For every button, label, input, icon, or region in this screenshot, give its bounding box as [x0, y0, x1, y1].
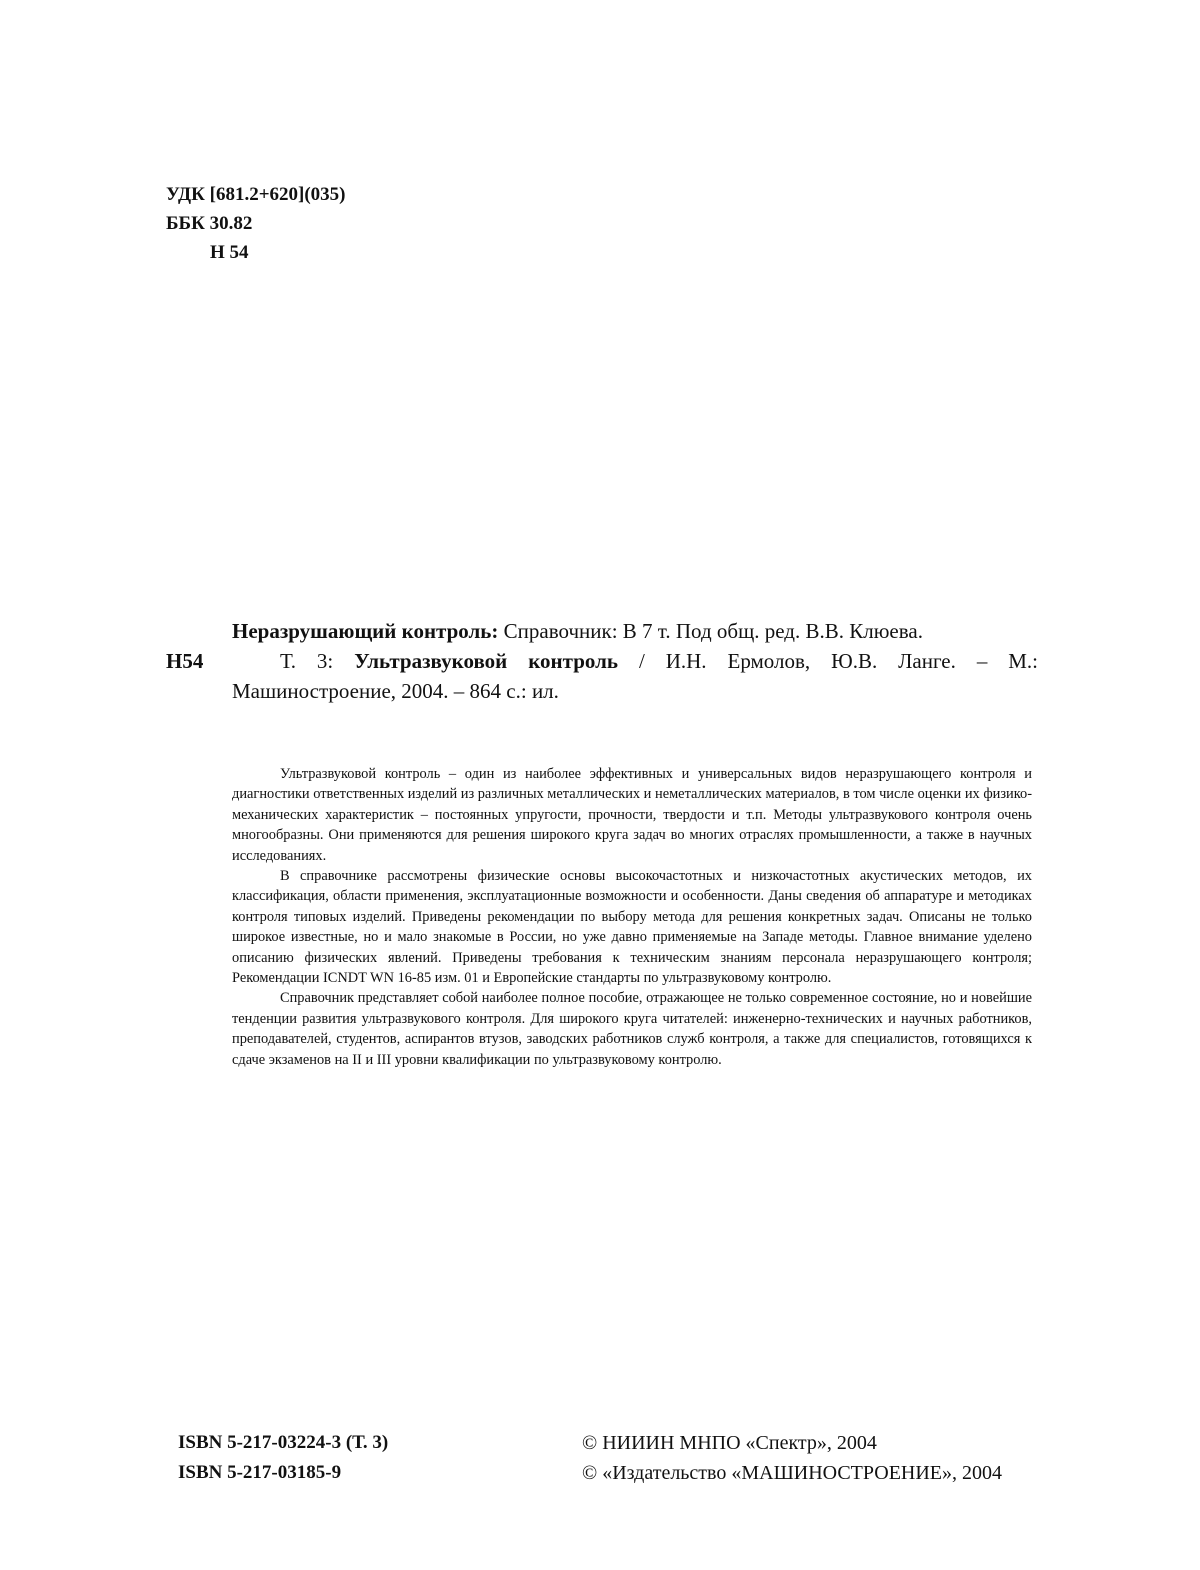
biblio-volume-title: Ультразвуковой контроль: [354, 649, 618, 673]
abstract-paragraph: Справочник представляет собой наиболее полное пособие, отражающее не только современное состояние, но и новейшие тенденции развития ультразвукового контроля. Для широкого круга читателей: инженерно-технических и научных работников, преподавателей, студентов, аспирантов втузов, заводских работников служб контроля, а также для специалистов, готовящихся к сдаче экзаменов на II и III уровни квалификации по ультразвуковому контролю.: [232, 990, 1032, 1068]
bbk-code: ББК 30.82: [166, 213, 253, 234]
copyright-line: © НИИИН МНПО «Спектр», 2004: [582, 1432, 877, 1454]
udk-code: УДК [681.2+620](035): [166, 184, 346, 205]
abstract-paragraph: В справочнике рассмотрены физические основы высокочастотных и низкочастотных акустических методов, их классификация, области применения, эксплуатационные возможности и особенности. Даны сведения об аппаратуре и методиках контроля типовых изделий. Приведены рекомендации по выбору метода для решения конкретных задач. Описаны не только широкое известные, но и мало знакомые в России, но уже давно применяемые на Западе методы. Главное внимание уделено описанию физических явлений. Приведены требования к техническим знаниям персонала неразрушающего контроля; Рекомендации ICNDT WN 16-85 изм. 01 и Европейские стандарты по ультразвуковому контролю.: [232, 868, 1032, 987]
copyright-line: © «Издательство «МАШИНОСТРОЕНИЕ», 2004: [582, 1462, 1003, 1484]
isbn-volume: ISBN 5-217-03224-3 (Т. 3): [178, 1432, 389, 1453]
biblio-volume-prefix: Т. 3:: [280, 649, 355, 673]
abstract-paragraph: Ультразвуковой контроль – один из наиболее эффективных и универсальных видов неразрушающего контроля и диагностики ответственных изделий из различных металлических и неметаллических материалов, в том числе оценки их физико-механических характеристик – постоянных упругости, прочности, твердости и т.п. Методы ультразвукового контроля очень многообразны. Они применяются для решения широкого круга задач во многих отраслях промышленности, а также в научных исследованиях.: [232, 766, 1032, 864]
abstract: [232, 764, 1032, 1070]
biblio-title-rest: Справочник: В 7 т. Под общ. ред. В.В. Клюева.: [498, 619, 923, 643]
biblio-author-mark: Н54: [166, 649, 204, 673]
classification-codes: [166, 180, 346, 267]
isbn-set: ISBN 5-217-03185-9: [178, 1462, 342, 1483]
copyright-block: [582, 1428, 1002, 1488]
isbn-block: [178, 1428, 388, 1488]
biblio-text: [232, 616, 1038, 646]
biblio-title: Неразрушающий контроль:: [232, 619, 499, 643]
biblio-volume-rest: / И.Н. Ермолов, Ю.В. Ланге. – М.: Машиностроение, 2004. – 864 с.: ил.: [232, 649, 1039, 703]
bibliographic-description: [232, 616, 1038, 706]
author-mark: Н 54: [210, 242, 249, 263]
biblio-volume: [232, 646, 1038, 706]
